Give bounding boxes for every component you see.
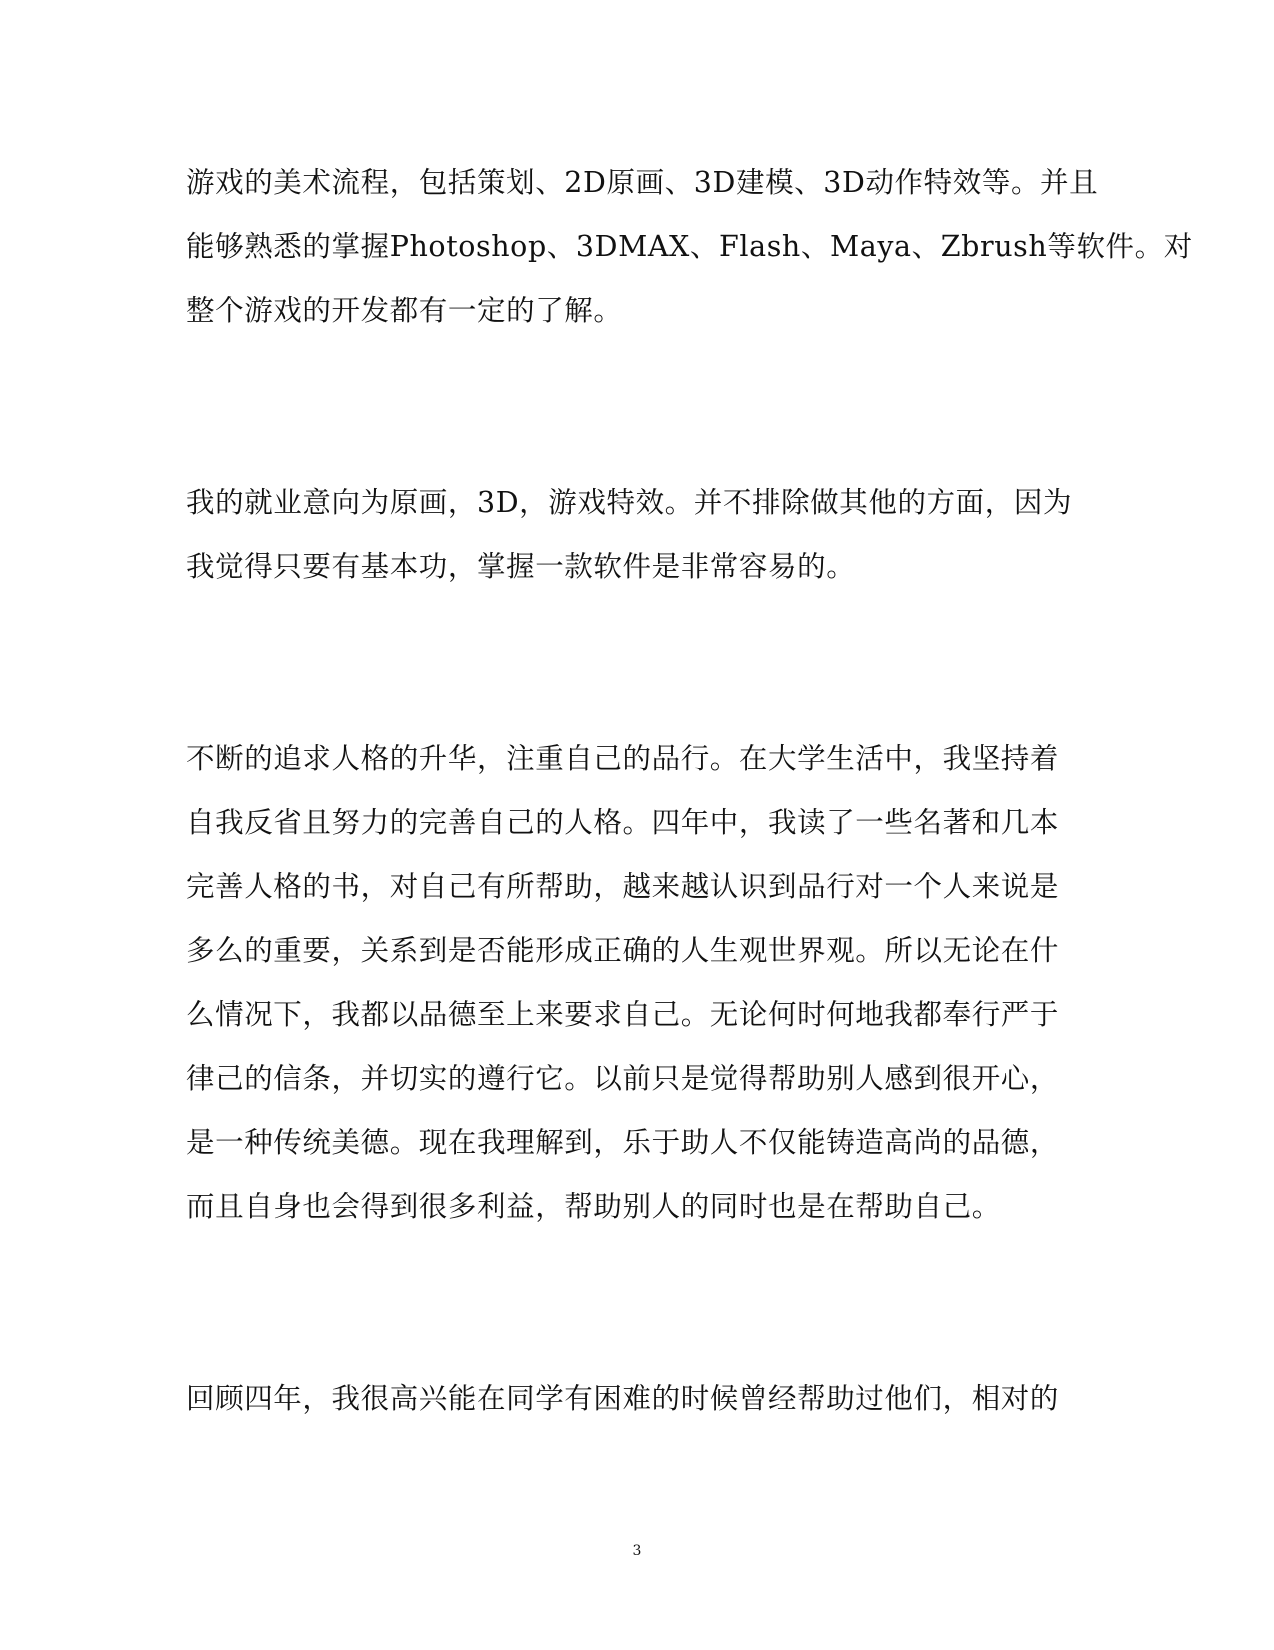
paragraph-4-line-1: 回顾四年，我很高兴能在同学有困难的时候曾经帮助过他们，相对的 — [186, 1382, 1060, 1415]
paragraph-3-line-7: 是一种传统美德。现在我理解到，乐于助人不仅能铸造高尚的品德， — [186, 1126, 1060, 1159]
paragraph-2-line-2: 我觉得只要有基本功，掌握一款软件是非常容易的。 — [186, 550, 856, 583]
paragraph-1-line-3: 整个游戏的开发都有一定的了解。 — [186, 294, 623, 327]
paragraph-3-line-8: 而且自身也会得到很多利益，帮助别人的同时也是在帮助自己。 — [186, 1190, 1001, 1223]
page-number: 3 — [632, 1543, 642, 1559]
paragraph-1-line-2: 能够熟悉的掌握Photoshop、3DMAX、Flash、Maya、Zbrush等软件。对 — [186, 230, 1193, 263]
paragraph-3-line-6: 律己的信条，并切实的遵行它。以前只是觉得帮助别人感到很开心， — [186, 1062, 1060, 1095]
paragraph-2-line-1: 我的就业意向为原画，3D，游戏特效。并不排除做其他的方面，因为 — [186, 486, 1073, 519]
paragraph-3-line-1: 不断的追求人格的升华，注重自己的品行。在大学生活中，我坚持着 — [186, 742, 1060, 775]
paragraph-3-line-5: 么情况下，我都以品德至上来要求自己。无论何时何地我都奉行严于 — [186, 998, 1060, 1031]
paragraph-1-line-1: 游戏的美术流程，包括策划、2D原画、3D建模、3D动作特效等。并且 — [186, 166, 1099, 199]
paragraph-3-line-2: 自我反省且努力的完善自己的人格。四年中，我读了一些名著和几本 — [186, 806, 1060, 839]
paragraph-3-line-4: 多么的重要，关系到是否能形成正确的人生观世界观。所以无论在什 — [186, 934, 1060, 967]
paragraph-3-line-3: 完善人格的书，对自己有所帮助，越来越认识到品行对一个人来说是 — [186, 870, 1060, 903]
